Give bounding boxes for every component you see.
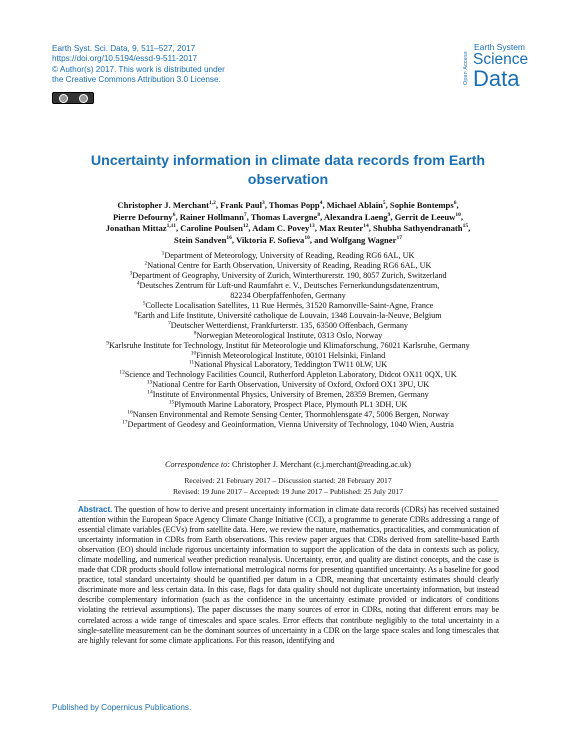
affiliation-text: Department of Geodesy and Geoinformation, Vienna University of Technology, 1040 Wien, Austria bbox=[127, 420, 454, 430]
affiliation-item bbox=[50, 251, 526, 261]
correspondence-text[interactable]: Christopher J. Merchant (c.j.merchant@reading.ac.uk) bbox=[229, 460, 411, 469]
affiliation-item bbox=[50, 390, 526, 400]
dates-line-published: Revised: 19 June 2017 – Accepted: 19 June 2017 – Published: 25 July 2017 bbox=[172, 486, 404, 496]
affiliation-text: Deutsches Zentrum für Luft-und Raumfahrt e. V., Deutsches Fernerkundungsdatenzentrum, bbox=[139, 280, 440, 290]
affiliation-text: Collecte Localisation Satellites, 11 Rue Hermès, 31520 Ramonville-Saint-Agne, France bbox=[145, 300, 434, 310]
affiliation-list bbox=[50, 251, 526, 430]
affiliation-number: 13 bbox=[146, 379, 153, 386]
author-line: Christopher J. Merchant$^{1,2}$, Frank Paul$^3$, Thomas Popp$^4$, Michael Ablain$^5$, Sophie Bontemps$^6$, bbox=[117, 200, 459, 210]
affiliation-text: Earth and Life Institute, Université catholique de Louvain, 1348 Louvain-la-Neuve, Belgium bbox=[137, 310, 442, 320]
affiliation-text: Institute of Environmental Physics, University of Bremen, 28359 Bremen, Germany bbox=[152, 390, 429, 400]
author-line: Pierre Defourny$^6$, Rainer Hollmann$^7$, Thomas Lavergne$^8$, Alexandra Laeng$^9$, Gerrit de Leeuw$^{10}$, bbox=[112, 211, 463, 222]
affiliation-number: 12 bbox=[119, 369, 125, 376]
affiliation-item bbox=[50, 291, 526, 301]
logo-line-earth-system: Earth System bbox=[474, 42, 526, 52]
affiliation-item bbox=[50, 341, 526, 351]
affiliation-number: 9 bbox=[106, 339, 109, 346]
affiliation-item bbox=[50, 331, 526, 341]
affiliation-text: National Centre for Earth Observation, University of Reading, Reading RG6 6AL, UK bbox=[147, 260, 432, 270]
affiliation-text: Plymouth Marine Laboratory, Prospect Place, Plymouth PL1 3DH, UK bbox=[174, 400, 408, 410]
affiliation-item bbox=[50, 321, 526, 331]
by-person-icon bbox=[79, 94, 88, 103]
affiliation-text: Department of Geography, University of Zurich, Winterthurerstr. 190, 8057 Zurich, Switzerland bbox=[132, 270, 447, 280]
affiliation-text: Finnish Meteorological Institute, 00101 Helsinki, Finland bbox=[196, 350, 386, 360]
affiliation-number: 14 bbox=[147, 389, 153, 396]
author-list bbox=[60, 200, 516, 246]
journal-copyright: © Author(s) 2017. This work is distributed under bbox=[52, 64, 225, 74]
affiliation-item bbox=[50, 400, 526, 410]
publisher-footer: Published by Copernicus Publications. bbox=[52, 703, 192, 712]
journal-logo bbox=[463, 41, 553, 113]
logo-line-science: Science bbox=[473, 51, 529, 68]
paper-title: Uncertainty information in climate data records from Earth observation bbox=[90, 153, 486, 188]
correspondence bbox=[50, 460, 526, 470]
affiliation-item bbox=[50, 271, 526, 281]
journal-doi-link[interactable]: https://doi.org/10.5194/essd-9-511-2017 bbox=[52, 54, 198, 64]
section-divider bbox=[78, 500, 498, 501]
open-access-label: Open Access bbox=[463, 51, 469, 85]
affiliation-number: 15 bbox=[168, 399, 175, 406]
affiliation-item bbox=[50, 281, 526, 291]
affiliation-number: 8 bbox=[193, 329, 197, 336]
affiliation-number: 10 bbox=[190, 349, 197, 356]
affiliation-item bbox=[50, 380, 526, 390]
affiliation-number: 2 bbox=[144, 260, 148, 267]
affiliation-number: 6 bbox=[134, 309, 138, 316]
affiliation-number: 1 bbox=[161, 250, 165, 257]
journal-citation: Earth Syst. Sci. Data, 9, 511–527, 2017 bbox=[52, 44, 196, 53]
submission-dates bbox=[50, 476, 526, 497]
affiliation-item bbox=[50, 261, 526, 271]
affiliation-text: Deutscher Wetterdienst, Frankfurterstr. 135, 63500 Offenbach, Germany bbox=[170, 320, 409, 330]
affiliation-number: 4 bbox=[136, 280, 140, 287]
affiliation-number: 5 bbox=[142, 300, 146, 307]
affiliation-item bbox=[50, 351, 526, 361]
affiliation-text: Norwegian Meteorological Institute, 0313 Oslo, Norway bbox=[196, 330, 383, 340]
affiliation-item bbox=[50, 301, 526, 311]
abstract-text: The question of how to derive and present uncertainty information in climate data records (CDRs) has received sustained attention within the European Space Agency Climate Change Initiative (CCI), a programme to generate CDRs addressing a range of essential climate variables (ECVs) from satellite data. Here, we review the nature, mathematics, practicalities, and communication of uncertainty information in CDRs from Earth observations. This review paper argues that CDRs derived from satellite-based Earth observation (EO) should include rigorous uncertainty information to support the application of the data in contexts such as policy, climate modelling, and numerical weather prediction reanalysis. Uncertainty, error, and quality are distinct concepts, and the case is made that CDR products should follow international metrological norms for presenting quantified uncertainty. As a baseline for good practice, total standard uncertainty should be quantified per datum in a CDR, meaning that uncertainty estimates should clearly discriminate more and less certain data. In this case, flags for data quality should not duplicate uncertainty information, but instead describe complementary information (such as the confidence in the uncertainty estimate provided or indicators of conditions violating the retrieval assumptions). The paper discusses the many sources of error in CDRs, noting that different errors may be correlated across a wide range of timescales and space scales. Error effects that contribute negligibly to the total uncertainty in a single-satellite measurement can be the dominant sources of uncertainty in a CDR on the large space scales and long timescales that are highly relevant for some climate applications. For this reason, identifying and bbox=[78, 505, 499, 645]
affiliation-item bbox=[50, 420, 526, 430]
affiliation-number: 3 bbox=[129, 270, 133, 277]
journal-info bbox=[52, 44, 302, 85]
affiliation-number: 11 bbox=[188, 359, 195, 366]
affiliation-number: 16 bbox=[127, 409, 133, 416]
affiliation-text: Karlsruhe Institute for Technology, Institut für Meteorologie und Klimaforschung, 76021 Karlsruhe, Germany bbox=[109, 340, 470, 350]
affiliation-number: 17 bbox=[122, 419, 128, 426]
logo-line-data: Data bbox=[473, 66, 520, 91]
cc-by-badge-icon[interactable] bbox=[52, 92, 94, 104]
journal-license-link[interactable]: the Creative Commons Attribution 3.0 License. bbox=[52, 74, 221, 84]
cc-icon bbox=[59, 94, 68, 103]
affiliation-text: Nansen Environmental and Remote Sensing Center, Thormohlensgate 47, 5006 Bergen, Norway bbox=[132, 410, 449, 420]
affiliation-text: National Centre for Earth Observation, University of Oxford, Oxford OX1 3PU, UK bbox=[152, 380, 430, 390]
affiliation-text: 82234 Oberpfaffenhofen, Germany bbox=[230, 290, 346, 300]
affiliation-text: National Physical Laboratory, Teddington TW11 0LW, UK bbox=[194, 360, 388, 370]
dates-line-received: Received: 21 February 2017 – Discussion started: 28 February 2017 bbox=[184, 476, 392, 485]
affiliation-number: 7 bbox=[167, 319, 171, 326]
author-line: Stein Sandven$^{16}$, Viktoria F. Sofieva$^{10}$, and Wolfgang Wagner$^{17}$ bbox=[174, 234, 402, 245]
affiliation-item bbox=[50, 370, 526, 380]
affiliation-text: Science and Technology Facilities Council, Rutherford Appleton Laboratory, Didcot OX11 0QX, UK bbox=[124, 370, 457, 380]
affiliation-item bbox=[50, 311, 526, 321]
author-line: Jonathan Mittaz$^{1,11}$, Caroline Poulsen$^{12}$, Adam C. Povey$^{13}$, Max Reuter$^{14}$, Shubha Sathyendranath$^{15}$, bbox=[105, 223, 471, 234]
abstract-label: Abstract. bbox=[78, 505, 113, 514]
correspondence-label: Correspondence to: bbox=[165, 460, 230, 469]
abstract bbox=[78, 505, 499, 646]
affiliation-text: Department of Meteorology, University of Reading, Reading RG6 6AL, UK bbox=[164, 251, 415, 260]
